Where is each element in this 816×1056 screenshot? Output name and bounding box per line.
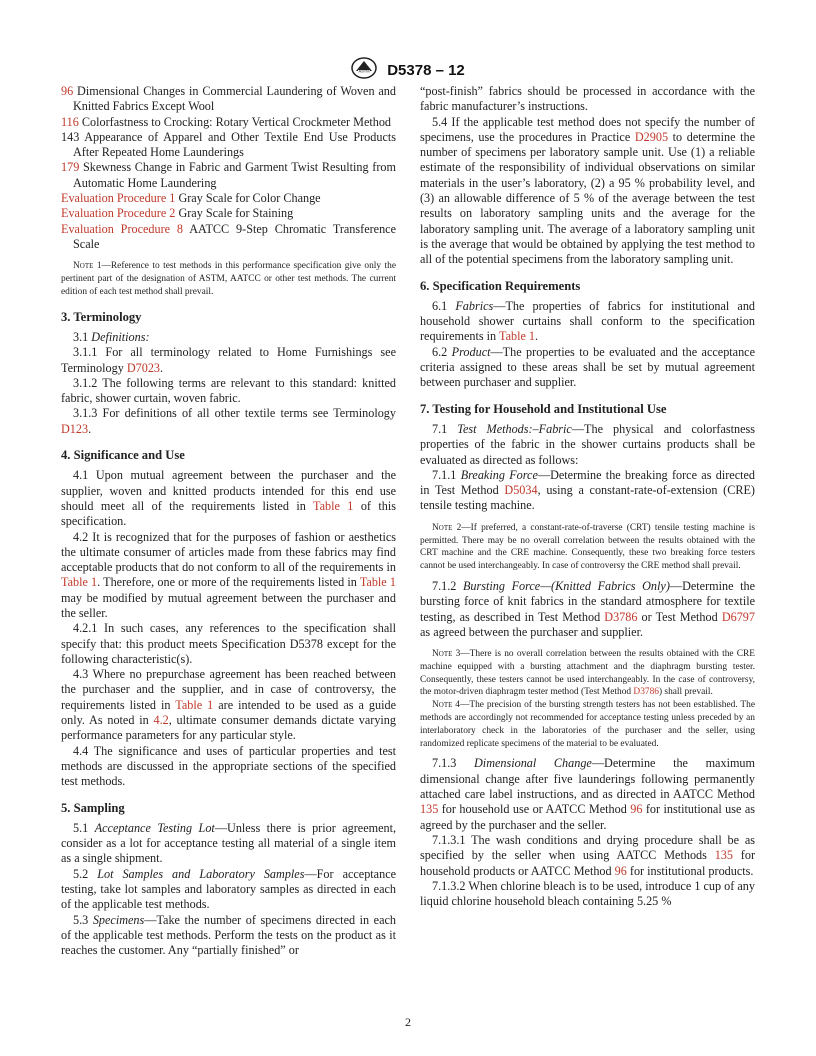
para-3-1-1: 3.1.1 For all terminology related to Home Furnishings see Terminology D7023. (61, 345, 396, 375)
section-4-heading: 4. Significance and Use (61, 448, 185, 463)
para-5-4: 5.4 If the applicable test method does not specify the number of specimens, use the procedures in Practice D2905 to determine the number of specimens per laboratory sample unit. Use (1) a reliable estimate of the responsibility of individual observations on similar materials in the user’s laboratory, (2) a 95 % probability level, and (3) an allowable difference of 5 % of the average between the test results on laboratory sampling units and the average for the laboratory sampling unit. The average of a laboratory sampling unit is the average that would be obtained by applying the test method to all of the potential specimens from the laboratory sampling unit. (420, 114, 755, 267)
link-aatcc-135[interactable]: 135 (714, 848, 733, 863)
link-table-1[interactable]: Table 1 (175, 697, 214, 712)
link-d2905[interactable]: D2905 (634, 129, 669, 144)
para-4-1: 4.1 Upon mutual agreement between the purchaser and the supplier, woven and knitted products intended for this end use should meet all of the requirements listed in Table 1 of this specification. (61, 468, 396, 529)
link-table-1[interactable]: Table 1 (61, 575, 98, 590)
ref-eval-1: Evaluation Procedure 1 Gray Scale for Color Change (61, 191, 321, 206)
note-4: Note 4—The precision of the bursting strength testers has not been established. The methods are accordingly not recommended for acceptance testing unless preceded by an interlaboratory check in the laboratories of the purchaser and the seller, using randomized replicate specimens of the material to be evaluated. (420, 700, 755, 749)
ref-link[interactable]: Evaluation Procedure 1 (61, 191, 176, 206)
note-1: Note 1—Reference to test methods in this performance specification give only the pertinent part of the designation of ASTM, AATCC or other test methods. The current edition of each test method shall prevail. (61, 261, 396, 297)
link-section-4-2[interactable]: 4.2 (153, 713, 169, 728)
para-5-2: 5.2 Lot Samples and Laboratory Samples—For acceptance testing, take lot samples and laboratory samples as directed in each of the applicable test methods. (61, 866, 397, 912)
section-5-heading: 5. Sampling (61, 800, 125, 815)
note-3: Note 3—There is no overall correlation between the results obtained with the CRE machine equipped with a bursting attachment and the diaphragm bursting tester. Consequently, these testers cannot be used interchangeably. In the case of controversy, the motor-driven diaphragm tester method (Test Method D3786) shall prevail. (420, 649, 755, 698)
para-7-1-2: 7.1.2 Bursting Force—(Knitted Fabrics Only)—Determine the bursting force of knit fabrics in the standard atmosphere for textile testing, as described in Test Method D3786 or Test Method D6797 as agreed between the purchaser and supplier. (420, 578, 756, 639)
para-4-2: 4.2 It is recognized that for the purposes of fashion or aesthetics the ultimate consumer of articles made from these fabrics may find acceptable products that do not conform to all of the requirements in Table 1. Therefore, one or more of the requirements listed in Table 1 may be modified by mutual agreement between the purchaser and the seller. (61, 529, 396, 620)
astm-logo-icon (351, 57, 377, 84)
ref-link[interactable]: 179 (61, 160, 80, 175)
link-d3786[interactable]: D3786 (604, 609, 638, 624)
section-6-heading: 6. Specification Requirements (420, 278, 581, 293)
svg-text:ASTM: ASTM (358, 68, 370, 74)
link-aatcc-96[interactable]: 96 (614, 863, 627, 878)
ref-link[interactable]: 96 (61, 84, 74, 98)
link-d5034[interactable]: D5034 (504, 483, 538, 498)
para-7-1-3-2: 7.1.3.2 When chlorine bleach is to be used, introduce 1 cup of any liquid chlorine household bleach containing 5.25 % (420, 878, 755, 909)
link-table-1[interactable]: Table 1 (359, 575, 396, 590)
link-table-1[interactable]: Table 1 (313, 498, 354, 513)
ref-link[interactable]: Evaluation Procedure 2 (61, 206, 176, 221)
para-7-1-1: 7.1.1 Breaking Force—Determine the breaking force as directed in Test Method D5034, using a constant-rate-of-extension (CRE) tensile testing machine. (420, 467, 756, 513)
link-d3786[interactable]: D3786 (633, 687, 659, 698)
ref-eval-2: Evaluation Procedure 2 Gray Scale for Staining (61, 206, 294, 221)
para-3-1: 3.1 Definitions: (73, 329, 150, 344)
para-3-1-3: 3.1.3 For definitions of all other textile terms see Terminology D123. (61, 406, 396, 436)
link-aatcc-96[interactable]: 96 (630, 802, 643, 817)
para-6-2: 6.2 Product—The properties to be evaluated and the acceptance criteria assigned to these areas shall be set by mutual agreement between purchaser and supplier. (420, 344, 755, 390)
link-d7023[interactable]: D7023 (126, 360, 161, 375)
para-7-1-3-1: 7.1.3.1 The wash conditions and drying procedure shall be as specified by the seller when using AATCC Methods 135 for household products or AATCC Method 96 for institutional products. (420, 832, 756, 878)
note-2: Note 2—If preferred, a constant-rate-of-traverse (CRT) tensile testing machine is permitted. There may be no overall correlation between the results obtained with the CRT machine and the CRE machine. Consequently, these two breaking force testers cannot be used interchangeably. In case of controversy the CRE method shall prevail. (420, 522, 755, 572)
section-7-heading: 7. Testing for Household and Institutional Use (420, 401, 667, 416)
para-6-1: 6.1 Fabrics—The properties of fabrics for institutional and household shower curtains shall conform to the specification requirements in Table 1. (420, 298, 756, 344)
link-d6797[interactable]: D6797 (721, 609, 755, 624)
link-aatcc-135[interactable]: 135 (420, 802, 439, 817)
para-7-1-3: 7.1.3 Dimensional Change—Determine the maximum dimensional change after five launderings following permanently attached care label instructions, and as directed in AATCC Method 135 for household use or AATCC Method 96 for institutional use as agreed by the purchaser and the seller. (420, 756, 756, 832)
left-column (61, 84, 396, 959)
para-7-1: 7.1 Test Methods:–Fabric—The physical and colorfastness properties of the fabric in the shower curtains products shall be evaluated as directed as follows: (420, 421, 756, 467)
para-5-3: 5.3 Specimens—Take the number of specimens directed in each of the applicable test methods. Perform the tests on the product as it reaches the customer. Any “partially finished” or (61, 912, 397, 958)
ref-aatcc-96: 96 Dimensional Changes in Commercial Laundering of Woven and Knitted Fabrics Except Wool (61, 84, 396, 114)
para-4-2-1: 4.2.1 In such cases, any references to the specification shall specify that: this product meets Specification D5378 except for the following characteristic(s). (61, 621, 396, 666)
para-4-4: 4.4 The significance and uses of particular properties and test methods are discussed in the appropriate sections of the specified test methods. (61, 743, 396, 789)
document-id: D5378 – 12 (387, 62, 465, 79)
para-3-1-2: 3.1.2 The following terms are relevant to this standard: knitted fabric, shower curtain, woven fabric. (61, 375, 396, 406)
link-table-1[interactable]: Table 1 (498, 329, 536, 344)
para-5-1: 5.1 Acceptance Testing Lot—Unless there is prior agreement, consider as a lot for acceptance testing all material of a single item as a single shipment. (61, 820, 397, 866)
ref-link[interactable]: 116 (61, 114, 79, 129)
ref-aatcc-143: 143 Appearance of Apparel and Other Textile End Use Products After Repeated Home Launderings (61, 129, 396, 160)
para-4-3: 4.3 Where no prepurchase agreement has been reached between the purchaser and the supplier, and in case of controversy, the requirements listed in Table 1 are intended to be used as a guide only. As noted in 4.2, ultimate consumer demands dictate varying performance parameters for any particular style. (61, 667, 396, 743)
link-d123[interactable]: D123 (61, 421, 89, 436)
page-header (0, 57, 816, 84)
section-3-heading: 3. Terminology (61, 309, 142, 324)
ref-aatcc-116: 116 Colorfastness to Crocking: Rotary Vertical Crockmeter Method (61, 114, 392, 129)
para-5-3-cont: “post-finish” fabrics should be processed in accordance with the fabric manufacturer’s instructions. (420, 84, 755, 114)
ref-link[interactable]: Evaluation Procedure 8 (61, 221, 184, 236)
ref-aatcc-179: 179 Skewness Change in Fabric and Garment Twist Resulting from Automatic Home Laundering (61, 160, 396, 190)
ref-eval-8: Evaluation Procedure 8 AATCC 9-Step Chromatic Transference Scale (61, 221, 396, 251)
page-number: 2 (405, 1015, 411, 1029)
right-column (420, 84, 755, 909)
